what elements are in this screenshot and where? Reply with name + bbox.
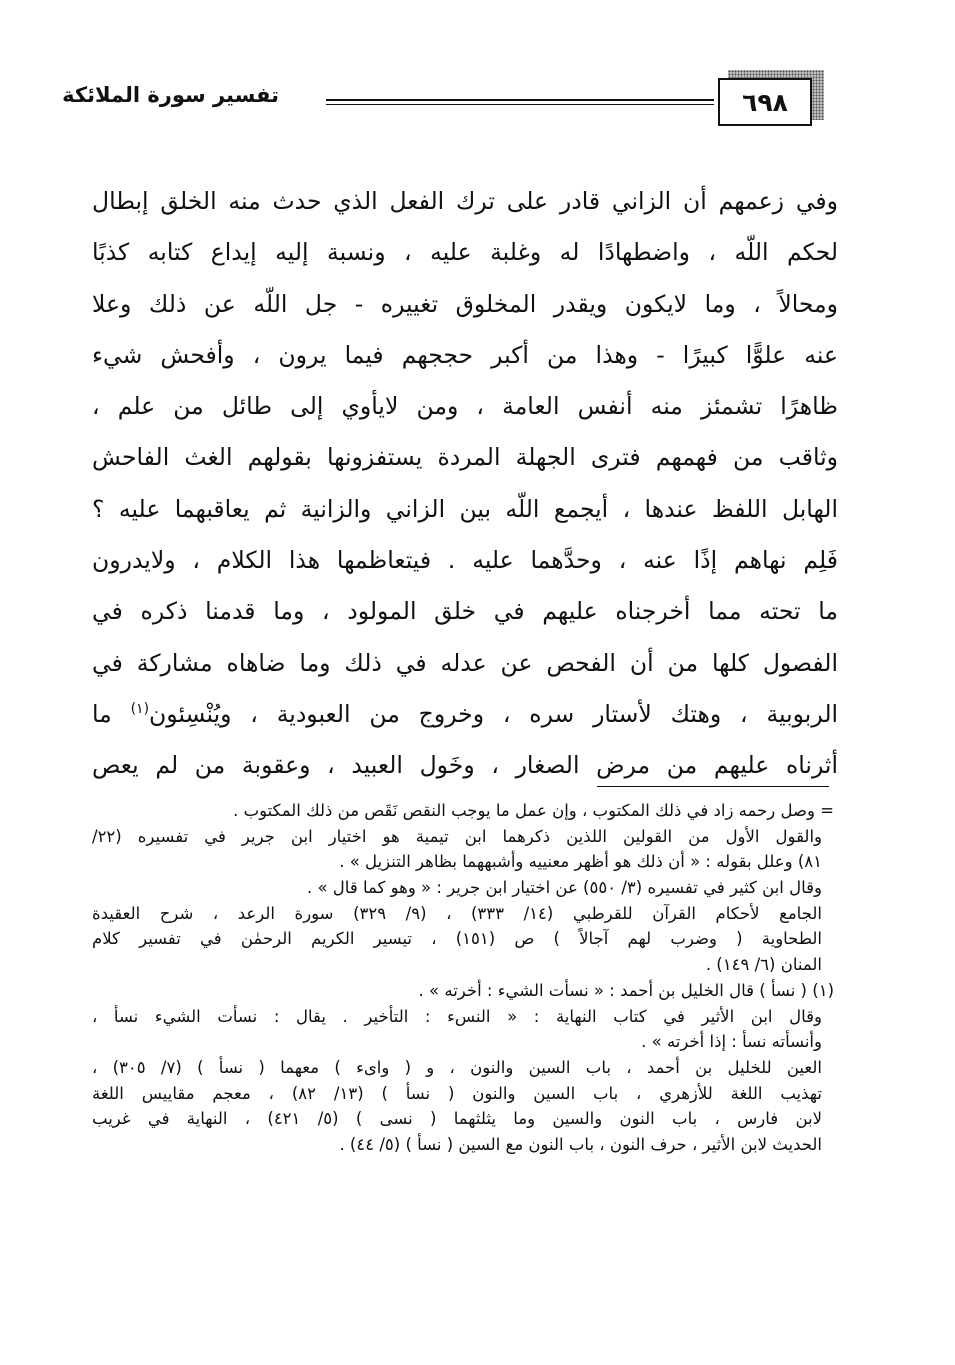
text-segment: الربوبية ، وهتك لأستار سره ، وخروج من العبودية ، ويُنْسِئون [149,699,838,728]
page-number-frame [718,70,824,128]
text-line [92,689,838,740]
text-line: وفي زعمهم أن الزاني قادر على ترك الفعل الذي حدث منه الخلق إبطال [92,187,838,215]
running-title: تفسير سورة الملائكة [62,83,279,107]
footnote-line: والقول الأول من القولين اللذين ذكرهما ابن تيمية هو اختيار ابن جرير في تفسيره (٢٢/ [92,826,822,846]
footnote-separator [597,786,829,787]
footnote-line: العين للخليل بن أحمد ، باب السين والنون ، و ( واىء ) معهما ( نسأ ) (٧/ ٣٠٥) ، [92,1057,822,1077]
header-rule [326,99,714,105]
footnote-line: الطحاوية ( وضرب لهم آجالاً ) ص (١٥١) ، تيسير الكريم الرحمٰن في تفسير كلام [92,929,822,949]
text-line: ومحالاً ، وما لايكون ويقدر المخلوق تغييره - جل اللّه عن ذلك وعلا [92,289,838,318]
footnote-line: وقال ابن الأثير في كتاب النهاية : « النسء : التأخير . يقال : نسأت الشيء نسأ ، [92,1006,822,1026]
page-number: ٦٩٨ [718,78,812,126]
text-line: الهابل اللفظ عندها ، أيجمع اللّه بين الزاني والزانية ثم يعاقبهما عليه ؟ [92,494,838,523]
footnote-line: تهذيب اللغة للأزهري ، باب السين والنون ( نسأ ) (١٣/ ٨٢) ، معجم مقاييس اللغة [92,1083,822,1103]
text-line: فَلِم نهاهم إذًا عنه ، وحدَّهما عليه . فيتعاظمها هذا الكلام ، ولايدرون [92,546,838,575]
footnote-line: = وصل رحمه زاد في ذلك المكتوب ، وإن عمل ما يوجب النقص نَقَص من ذلك المكتوب . [233,801,834,820]
footnote-line: ٨١) وعلل بقوله : « أن ذلك هو أظهر معنييه وأشبههما بظاهر التنزيل » . [339,852,822,872]
footnote-line: الحديث لابن الأثير ، حرف النون ، باب النون مع السين ( نسأ ) (٥/ ٤٤) . [339,1134,822,1154]
text-segment: ما [92,699,131,728]
footnote-line: وأنسأته نسأ : إذا أخرته » . [641,1032,822,1052]
footnotes [92,798,834,1158]
footnote-line: (١) ( نسأ ) قال الخليل بن أحمد : « نسأت الشيء : أخرته » . [418,980,834,1000]
footnote-marker: (١) [130,701,150,718]
text-line: ظاهرًا تشمئز منه أنفس العامة ، ومن لايأوي إلى طائل من علم ، [92,392,838,421]
main-text [92,176,838,792]
text-line: عنه علوًّا كبيرًا - وهذا من أكبر حججهم فيما يرون ، وأفحش شيء [92,340,838,369]
footnote-line: لابن فارس ، باب النون والسين وما يثلثهما ( نسى ) (٥/ ٤٢١) ، النهاية في غريب [92,1109,823,1129]
text-line: ما تحته مما أخرجناه عليهم في خلق المولود ، وما قدمنا ذكره في [92,597,838,626]
text-line: وثاقب من فهمهم فترى الجهلة المردة يستفزونها بقولهم الغث الفاحش [92,443,838,472]
footnote-line: الجامع لأحكام القرآن للقرطبي (١٤/ ٣٣٣) ، (٩/ ٣٢٩) سورة الرعد ، شرح العقيدة [92,903,822,923]
footnote-line: وقال ابن كثير في تفسيره (٣/ ٥٥٠) عن اختيار ابن جرير : « وهو كما قال » . [306,878,822,898]
text-line: أثرناه عليهم من مرض الصغار ، وخَول العبيد ، وعقوبة من لم يعص [92,751,838,780]
footnote-line: المنان (٦/ ١٤٩) . [705,955,822,975]
text-line: الفصول كلها من أن الفحص عن عدله في ذلك وما ضاهاه مشاركة في [92,648,838,677]
text-line: لحكم اللّه ، واضطهادًا له وغلبة عليه ، ونسبة إليه إيداع كتابه كذبًا [92,238,838,267]
